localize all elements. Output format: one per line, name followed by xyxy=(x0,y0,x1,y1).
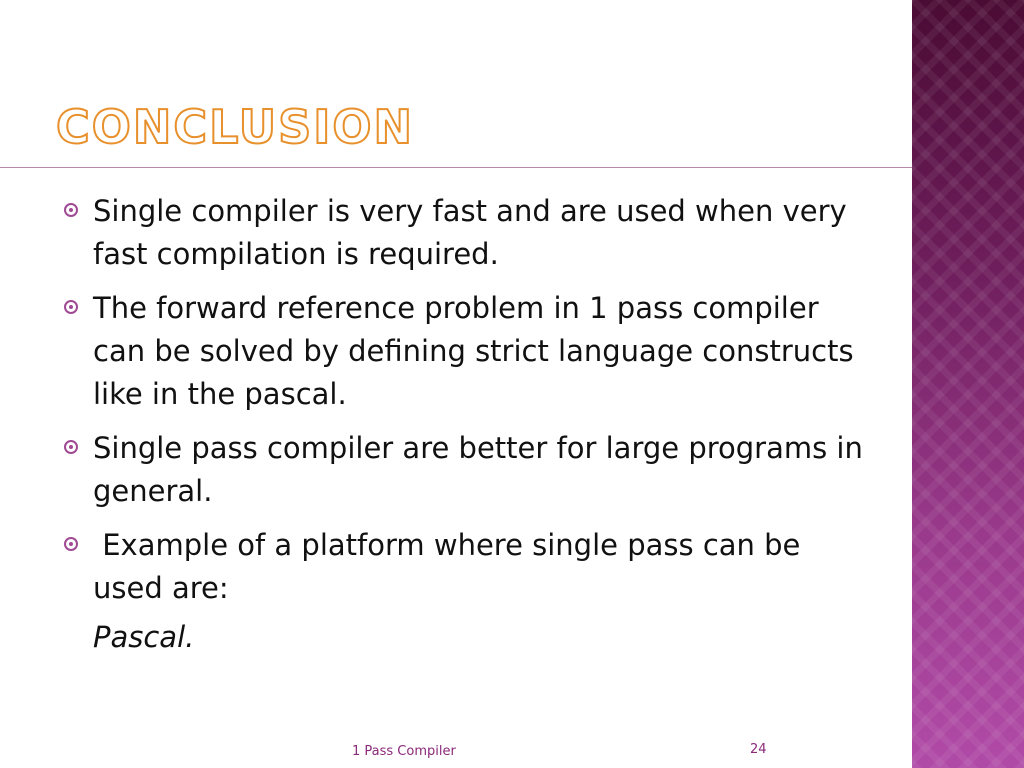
decorative-side-panel xyxy=(912,0,1024,768)
bullet-text: Example of a platform where single pass can be used are: xyxy=(93,528,810,605)
circle-dot-icon xyxy=(64,537,78,551)
bullet-item xyxy=(64,427,864,513)
bullet-item xyxy=(64,524,864,610)
example-text: Pascal. xyxy=(93,620,195,654)
bullet-text: Single pass compiler are better for large programs in general. xyxy=(93,431,863,508)
slide-title: CONCLUSION xyxy=(56,100,414,154)
bullet-list xyxy=(64,190,864,659)
page-number: 24 xyxy=(750,742,767,757)
bullet-item xyxy=(64,190,864,276)
bullet-item xyxy=(64,287,864,416)
circle-dot-icon xyxy=(64,203,78,217)
bullet-text: Single compiler is very fast and are used when very fast compilation is required. xyxy=(93,194,847,271)
title-divider xyxy=(0,167,912,168)
circle-dot-icon xyxy=(64,300,78,314)
bullet-text: The forward reference problem in 1 pass compiler can be solved by defining strict language constructs like in the pascal. xyxy=(93,291,854,411)
footer-text: 1 Pass Compiler xyxy=(352,744,456,759)
circle-dot-icon xyxy=(64,440,78,454)
